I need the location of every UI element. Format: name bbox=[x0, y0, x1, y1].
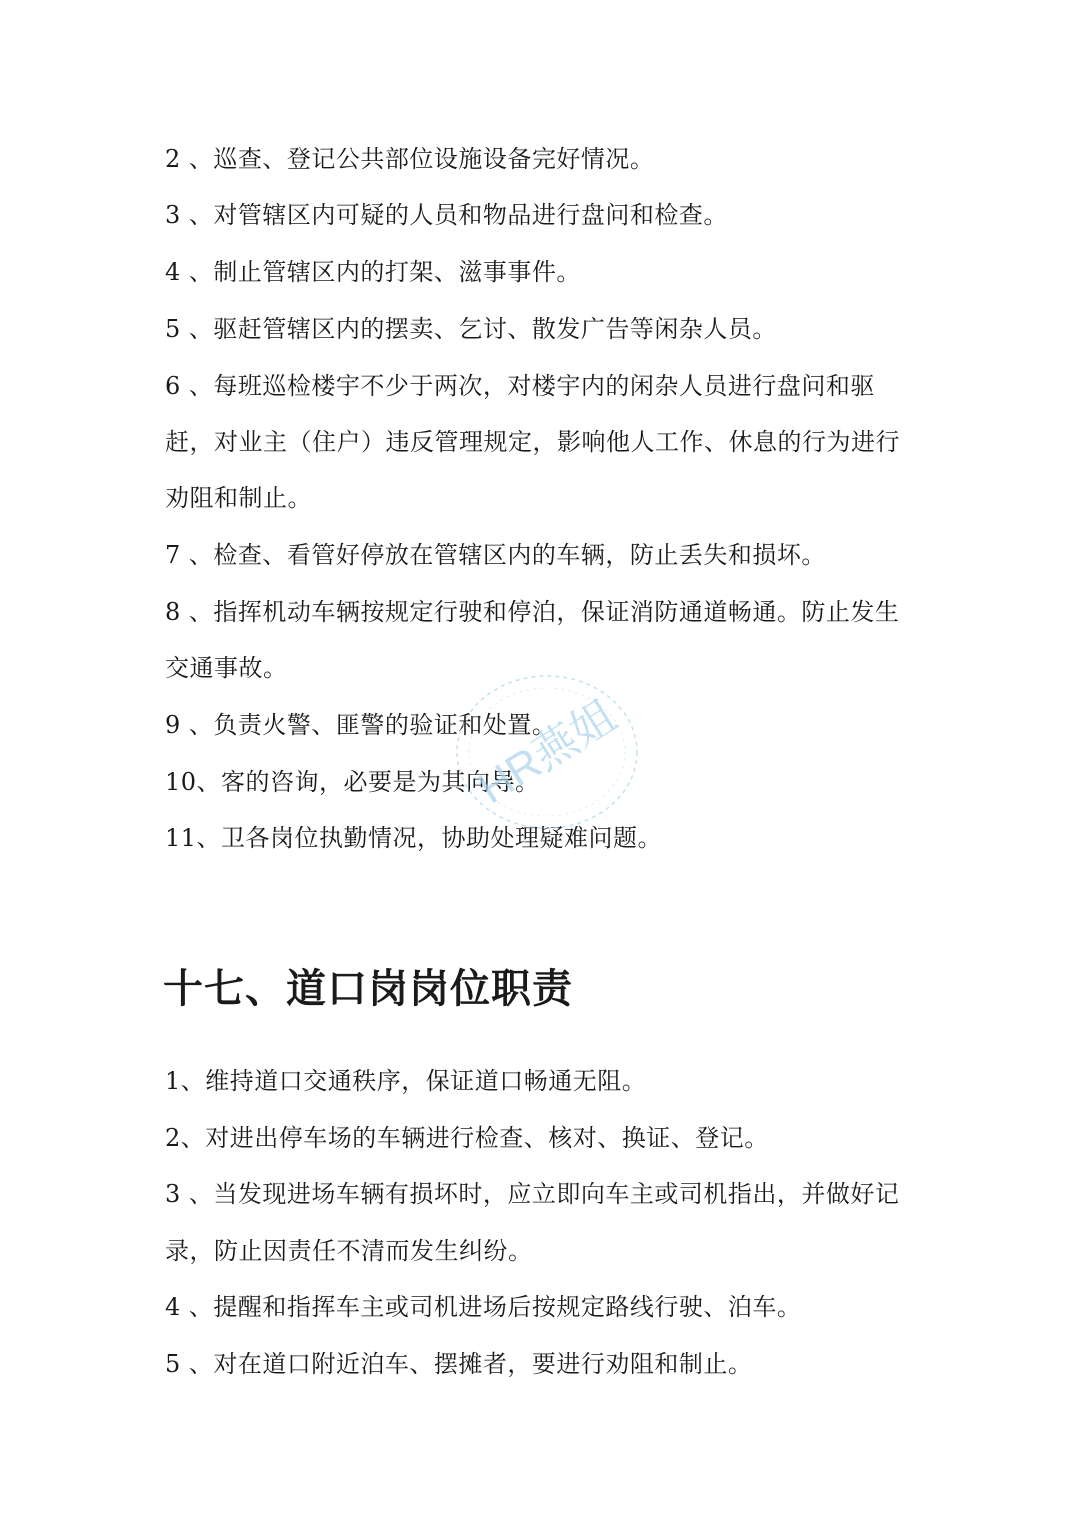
watermark-seal bbox=[452, 672, 642, 832]
duty-item-8-line-2: 交通事故。 bbox=[165, 654, 288, 682]
duty-item-4: 4 、制止管辖区内的打架、滋事事件。 bbox=[165, 258, 581, 286]
duty-item-8-line-1: 8 、指挥机动车辆按规定行驶和停泊，保证消防通道畅通。防止发生 bbox=[165, 598, 900, 626]
duty-item-6-line-1: 6 、每班巡检楼宇不少于两次，对楼宇内的闲杂人员进行盘问和驱 bbox=[165, 372, 875, 400]
duty-item-6-line-2: 赶，对业主（住户）违反管理规定，影响他人工作、休息的行为进行 bbox=[165, 428, 900, 456]
gate-duty-item-3-line-2: 录，防止因责任不清而发生纠纷。 bbox=[165, 1237, 533, 1265]
duty-item-10: 10、客的咨询，必要是为其向导。 bbox=[165, 768, 540, 796]
duty-item-3: 3 、对管辖区内可疑的人员和物品进行盘问和检查。 bbox=[165, 201, 728, 229]
gate-duty-item-2: 2、对进出停车场的车辆进行检查、核对、换证、登记。 bbox=[165, 1124, 769, 1152]
duty-item-11: 11、卫各岗位执勤情况，协助处理疑难问题。 bbox=[165, 824, 663, 852]
gate-duty-item-5: 5 、对在道口附近泊车、摆摊者，要进行劝阻和制止。 bbox=[165, 1350, 753, 1378]
duty-item-6-line-3: 劝阻和制止。 bbox=[165, 484, 312, 512]
duty-item-7: 7 、检查、看管好停放在管辖区内的车辆，防止丢失和损坏。 bbox=[165, 541, 826, 569]
gate-duty-item-4: 4 、提醒和指挥车主或司机进场后按规定路线行驶、泊车。 bbox=[165, 1293, 802, 1321]
duty-item-2: 2 、巡查、登记公共部位设施设备完好情况。 bbox=[165, 145, 655, 173]
section-heading: 十七、道口岗岗位职责 bbox=[163, 965, 573, 1012]
watermark-text: HR燕姐 bbox=[470, 691, 625, 814]
gate-duty-item-1: 1、维持道口交通秩序，保证道口畅通无阻。 bbox=[165, 1067, 647, 1095]
gate-duty-item-3-line-1: 3 、当发现进场车辆有损坏时，应立即向车主或司机指出，并做好记 bbox=[165, 1180, 900, 1208]
duty-item-5: 5 、驱赶管辖区内的摆卖、乞讨、散发广告等闲杂人员。 bbox=[165, 315, 777, 343]
duty-item-9: 9 、负责火警、匪警的验证和处置。 bbox=[165, 711, 557, 739]
